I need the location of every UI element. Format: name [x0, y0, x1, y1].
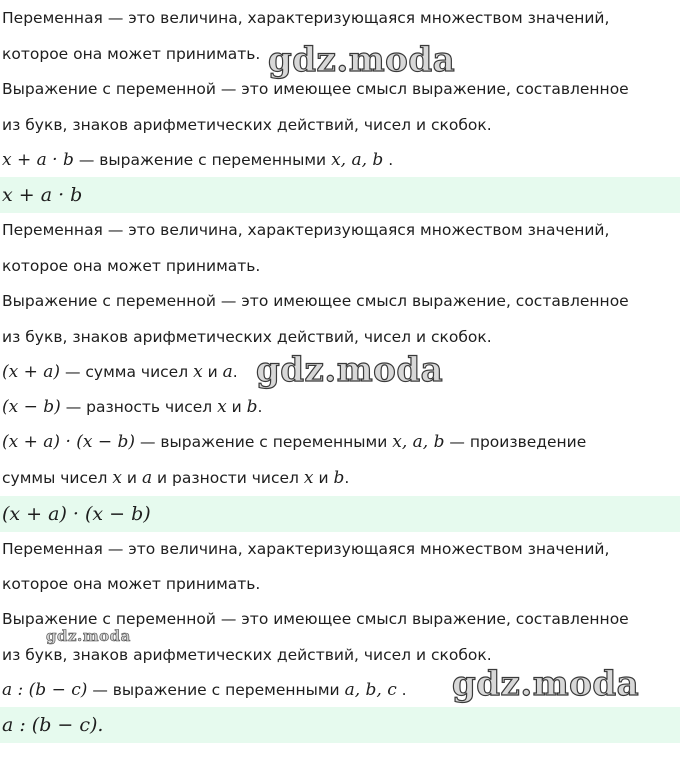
expression-end: . — [388, 151, 394, 169]
watermark-logo: gdz.moda — [452, 664, 640, 704]
watermark-logo: gdz.moda — [268, 40, 456, 80]
product-b-text: суммы чисел — [2, 469, 108, 487]
definition-expression-line2: из букв, знаков арифметических действий, чисел и скобок. — [2, 116, 492, 134]
product-b-variable-b: b — [333, 468, 345, 488]
expression-math: a : (b − c) — [2, 680, 88, 700]
sum-line — [2, 357, 238, 387]
expression-text: — выражение с переменными — [78, 151, 327, 169]
sum-variable-x: x — [193, 362, 203, 382]
product-b-variable-x2: x — [303, 468, 314, 488]
definition-variable-line1: Переменная — это величина, характеризующаяся множеством значений, — [2, 221, 610, 239]
definition-variable-line1: Переменная — это величина, характеризующаяся множеством значений, — [2, 9, 610, 27]
product-b-and2: и — [318, 469, 329, 487]
answer-expression: a : (b − c). — [2, 714, 104, 736]
answer-expression: (x + a) · (x − b) — [2, 503, 151, 525]
expression-text: — выражение с переменными — [92, 681, 340, 699]
definition-expression-line2: из букв, знаков арифметических действий, чисел и скобок. — [2, 328, 492, 346]
product-b-text2: и разности чисел — [157, 469, 299, 487]
definition-variable-line2: которое она может принимать. — [2, 575, 261, 593]
product-text2: — произведение — [449, 433, 587, 451]
sum-and: и — [207, 363, 218, 381]
answer-band — [0, 177, 680, 213]
difference-math: (x − b) — [2, 397, 61, 417]
watermark-logo: gdz.moda — [256, 350, 444, 390]
expression-end: . — [401, 681, 407, 699]
definition-expression-line1: Выражение с переменной — это имеющее смысл выражение, составленное — [2, 610, 629, 628]
product-b-end: . — [344, 469, 350, 487]
product-b-and1: и — [126, 469, 137, 487]
product-b-variable-a: a — [141, 468, 153, 488]
expression-line — [2, 675, 407, 705]
definition-expression-line1: Выражение с переменной — это имеющее смысл выражение, составленное — [2, 292, 629, 310]
expression-math: x + a · b — [2, 150, 74, 170]
difference-variable-x: x — [217, 397, 227, 417]
expression-variables: a, b, c — [344, 680, 397, 700]
product-b-variable-x: x — [112, 468, 122, 488]
difference-end: . — [257, 398, 263, 416]
definition-variable-line2: которое она может принимать. — [2, 257, 261, 275]
definition-expression-line2: из букв, знаков арифметических действий, чисел и скобок. — [2, 646, 492, 664]
watermark-logo: gdz.moda — [46, 627, 131, 645]
answer-expression: x + a · b — [2, 184, 83, 206]
difference-variable-b: b — [246, 397, 258, 417]
product-text: — выражение с переменными — [139, 433, 388, 451]
product-line2 — [2, 463, 349, 493]
product-math: (x + a) · (x − b) — [2, 432, 136, 452]
expression-line — [2, 145, 393, 175]
expression-variables: x, a, b — [331, 150, 384, 170]
definition-expression-line1: Выражение с переменной — это имеющее смысл выражение, составленное — [2, 80, 629, 98]
definition-variable-line1: Переменная — это величина, характеризующаяся множеством значений, — [2, 540, 610, 558]
difference-line — [2, 392, 262, 422]
product-line1 — [2, 427, 586, 457]
difference-and: и — [231, 398, 242, 416]
sum-text: — сумма чисел — [64, 363, 189, 381]
difference-text: — разность чисел — [65, 398, 213, 416]
answer-band — [0, 707, 680, 743]
sum-variable-a: a — [222, 362, 233, 382]
product-variables: x, a, b — [392, 432, 445, 452]
sum-math: (x + a) — [2, 362, 61, 382]
sum-end: . — [232, 363, 238, 381]
answer-band — [0, 496, 680, 532]
definition-variable-line2: которое она может принимать. — [2, 45, 261, 63]
